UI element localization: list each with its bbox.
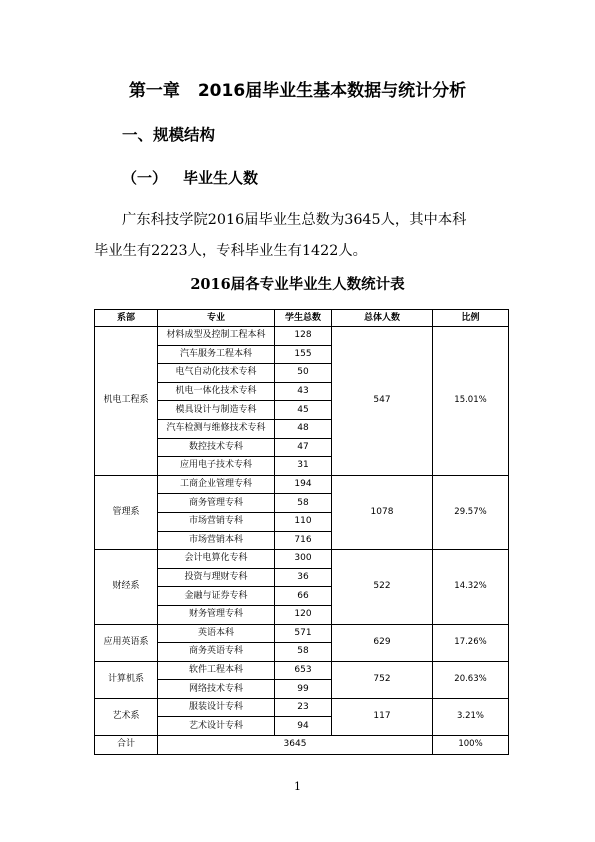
department-cell: 管理系: [95, 475, 158, 549]
chapter-title: [0, 76, 595, 101]
major-cell: 数控技术专科: [158, 438, 275, 457]
major-cell: 汽车检测与维修技术专科: [158, 419, 275, 438]
student-count-cell: 23: [275, 698, 332, 717]
student-count-cell: 94: [275, 717, 332, 736]
department-total-cell: 752: [332, 661, 433, 698]
major-cell: 材料成型及控制工程本科: [158, 327, 275, 346]
major-cell: 电气自动化技术专科: [158, 364, 275, 383]
student-count-cell: 43: [275, 382, 332, 401]
student-count-cell: 47: [275, 438, 332, 457]
graduate-stats-table: [94, 309, 509, 755]
header-department: 系部: [95, 310, 158, 327]
department-total-cell: 522: [332, 550, 433, 624]
student-count-cell: 48: [275, 419, 332, 438]
department-ratio-cell: 29.57%: [433, 475, 509, 549]
table-row: [95, 475, 509, 494]
department-total-cell: 1078: [332, 475, 433, 549]
subsection-number: （一）: [122, 169, 168, 187]
major-cell: 商务管理专科: [158, 494, 275, 513]
student-count-cell: 45: [275, 401, 332, 420]
department-cell: 应用英语系: [95, 624, 158, 661]
department-ratio-cell: 15.01%: [433, 327, 509, 476]
table-row: [95, 698, 509, 717]
header-overall-count: 总体人数: [332, 310, 433, 327]
table-row: [95, 327, 509, 346]
department-cell: 机电工程系: [95, 327, 158, 476]
table-row: [95, 550, 509, 569]
department-total-cell: 629: [332, 624, 433, 661]
student-count-cell: 716: [275, 531, 332, 550]
major-cell: 金融与证券专科: [158, 587, 275, 606]
table-caption: 2016届各专业毕业生人数统计表: [190, 276, 405, 293]
department-ratio-cell: 20.63%: [433, 661, 509, 698]
subsection-heading: [122, 167, 258, 188]
page-number: 1: [294, 780, 301, 793]
student-count-cell: 128: [275, 327, 332, 346]
major-cell: 会计电算化专科: [158, 550, 275, 569]
major-cell: 英语本科: [158, 624, 275, 643]
major-cell: 网络技术专科: [158, 680, 275, 699]
major-cell: 投资与理财专科: [158, 568, 275, 587]
major-cell: 汽车服务工程本科: [158, 345, 275, 364]
major-cell: 艺术设计专科: [158, 717, 275, 736]
department-total-cell: 117: [332, 698, 433, 735]
major-cell: 财务管理专科: [158, 605, 275, 624]
student-count-cell: 194: [275, 475, 332, 494]
total-ratio-cell: 100%: [433, 736, 509, 755]
student-count-cell: 300: [275, 550, 332, 569]
major-cell: 商务英语专科: [158, 643, 275, 662]
header-major: 专业: [158, 310, 275, 327]
department-cell: 艺术系: [95, 698, 158, 735]
student-count-cell: 110: [275, 512, 332, 531]
major-cell: 模具设计与制造专科: [158, 401, 275, 420]
major-cell: 服装设计专科: [158, 698, 275, 717]
table-row: [95, 661, 509, 680]
paragraph-line-2: 毕业生有2223人，专科毕业生有1422人。: [94, 243, 367, 259]
header-student-count: 学生总数: [275, 310, 332, 327]
major-cell: 机电一体化技术专科: [158, 382, 275, 401]
student-count-cell: 66: [275, 587, 332, 606]
total-row: [95, 736, 509, 755]
student-count-cell: 50: [275, 364, 332, 383]
major-cell: 市场营销专科: [158, 512, 275, 531]
student-count-cell: 571: [275, 624, 332, 643]
department-ratio-cell: 14.32%: [433, 550, 509, 624]
student-count-cell: 120: [275, 605, 332, 624]
student-count-cell: 99: [275, 680, 332, 699]
major-cell: 应用电子技术专科: [158, 457, 275, 476]
department-ratio-cell: 17.26%: [433, 624, 509, 661]
student-count-cell: 58: [275, 494, 332, 513]
department-cell: 财经系: [95, 550, 158, 624]
section-heading: 一、规模结构: [122, 126, 216, 144]
department-cell: 计算机系: [95, 661, 158, 698]
major-cell: 软件工程本科: [158, 661, 275, 680]
grand-total-cell: 3645: [158, 736, 433, 755]
table-header-row: [95, 310, 509, 327]
subsection-title: 毕业生人数: [183, 169, 259, 187]
header-ratio: 比例: [433, 310, 509, 327]
chapter-heading: 2016届毕业生基本数据与统计分析: [197, 81, 467, 101]
major-cell: 市场营销本科: [158, 531, 275, 550]
student-count-cell: 653: [275, 661, 332, 680]
major-cell: 工商企业管理专科: [158, 475, 275, 494]
student-count-cell: 36: [275, 568, 332, 587]
table-row: [95, 624, 509, 643]
department-ratio-cell: 3.21%: [433, 698, 509, 735]
paragraph-line-1: 广东科技学院2016届毕业生总数为3645人，其中本科: [122, 212, 467, 228]
student-count-cell: 155: [275, 345, 332, 364]
student-count-cell: 31: [275, 457, 332, 476]
student-count-cell: 58: [275, 643, 332, 662]
total-label-cell: 合计: [95, 736, 158, 755]
chapter-prefix: 第一章: [128, 81, 180, 101]
table-body: [95, 327, 509, 755]
department-total-cell: 547: [332, 327, 433, 476]
